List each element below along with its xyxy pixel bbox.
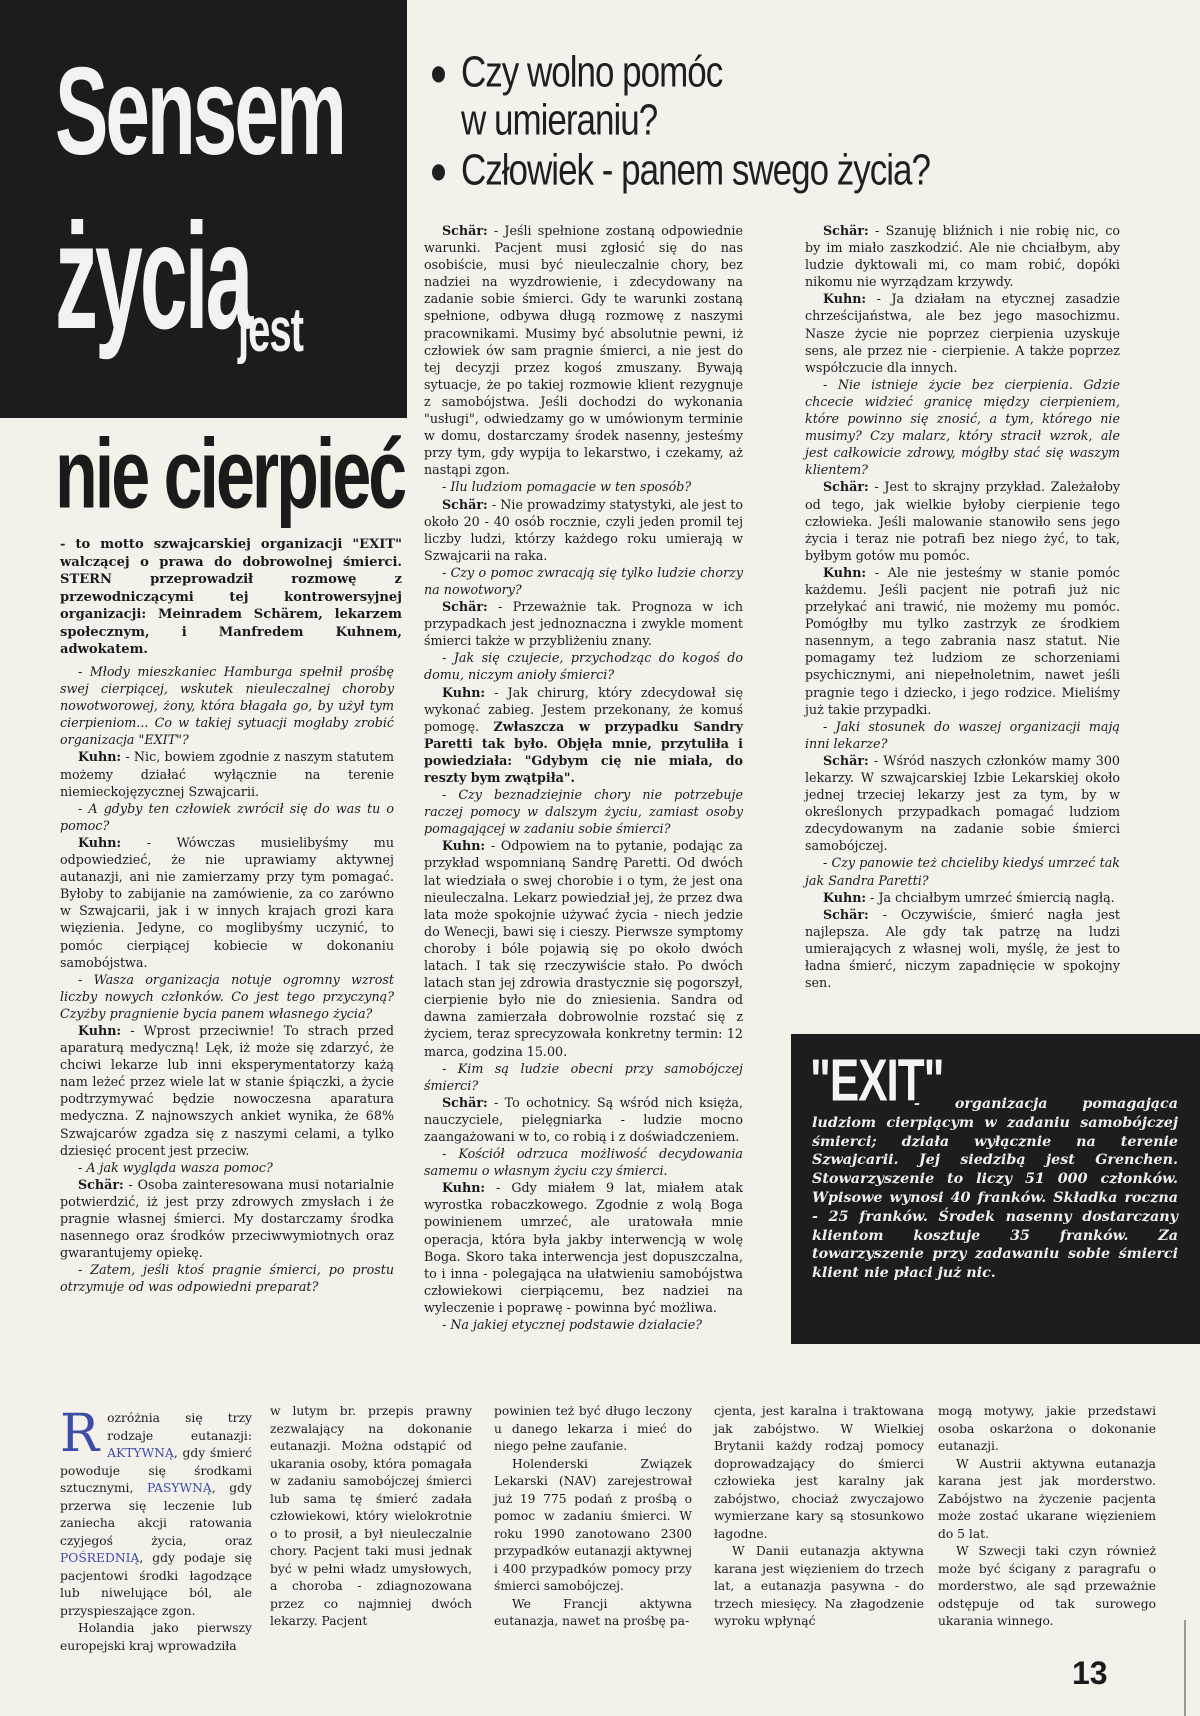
speaker-name: Schär: bbox=[78, 1176, 124, 1192]
speaker-name: Schär: bbox=[823, 223, 869, 238]
bottom-paragraph: cjenta, jest karalna i traktowana jak zabójstwo. W Wielkiej Brytanii każdy rodzaj pomocy doprowadzający do śmierci człowieka jest karalny jak zabójstwo, chociaż zwyczajowo wymierzane kary są stosunkowo łagodne. bbox=[714, 1404, 924, 1541]
interview-answer bbox=[805, 222, 1120, 290]
interview-question: - Czy beznadziejnie chory nie potrzebuje raczej pomocy w dalszym życiu, zamiast osoby pomagającej w zadaniu sobie śmierci? bbox=[424, 787, 743, 837]
page-number: 13 bbox=[1072, 1655, 1108, 1691]
term-active: AKTYWNĄ bbox=[107, 1446, 174, 1460]
bullet-icon bbox=[432, 67, 445, 83]
interview-question: - A jak wygląda wasza pomoc? bbox=[78, 1159, 273, 1175]
answer-text: - Przeważnie tak. Prognoza w ich przypadkach jest jednoznaczna i zwykle moment śmierci także w przybliżeniu znany. bbox=[424, 599, 743, 649]
speaker-name: Schär: bbox=[442, 1094, 488, 1110]
bottom-paragraph: w lutym br. przepis prawny zezwalający na dokonanie eutanazji. Można odstąpić od ukarania osoby, która pomagała w zadaniu samobójczej śmierci lub sama tę śmierć zadała człowiekowi, który wielokrotnie o to prosił, a był nieuleczalnie chory. Pacjent taki musi jednak być w pełni władz umysłowych, a choroba - zdiagnozowana przez co najmniej dwóch lekarzy. Pacjent bbox=[270, 1404, 472, 1628]
answer-text: - Jest to skrajny przykład. Zależałoby od tego, jak wielkie byłoby cierpienie tego człowieka. Jeśli malowanie stanowiło sens jego życia i teraz nie potrafi bez niego żyć, to tak, byłbym gotów mu pomóc. bbox=[805, 479, 1120, 563]
speaker-name: Kuhn: bbox=[442, 1180, 486, 1196]
answer-text: - Nie prowadzimy statystyki, ale jest to około 20 - 40 osób rocznie, czyli jeden promil tej liczby ludzi, którzy każdego roku umierają w Szwajcarii na raka. bbox=[424, 496, 743, 563]
speaker-name: Kuhn: bbox=[442, 838, 486, 854]
term-passive: PASYWNĄ bbox=[146, 1481, 212, 1495]
interview-question: - Wasza organizacja notuje ogromny wzrost liczby nowych członków. Co jest tego przyczyną? Czyżby pragnienie bycia panem własnego życia? bbox=[60, 971, 394, 1021]
interview-answer bbox=[805, 889, 1120, 906]
interview-question: - Nie istnieje życie bez cierpienia. Gdzie chcecie widzieć granicę między cierpieniem, które powinno się znosić, a tym, którego nie musimy? Czy malarz, który stracił wzrok, ale jest całkowicie zdrowy, mógłby stać się waszym klientem? bbox=[805, 376, 1120, 478]
exit-box-text: - organizacja pomagająca ludziom cierpiącym w zadaniu samobójczej śmierci; działa wyłącznie na terenie Szwajcarii. Jej siedzibą jest Grenchen. Stowarzyszenie to liczy 51 000 członków. Wpisowe wynosi 40 franków. Składka roczna - 25 franków. Środek nasenny dostarczany klientom kosztuje 35 franków. Za towarzyszenie przy zadawaniu sobie śmierci klient nie płaci już nic. bbox=[812, 1096, 1178, 1282]
answer-text: - Nic, bowiem zgodnie z naszym statutem możemy działać wyłącznie na terenie niemieckojęzycznej Szwajcarii. bbox=[60, 749, 394, 799]
interview-answer bbox=[60, 1176, 394, 1261]
bottom-paragraph: mogą motywy, jakie przedstawi osoba oskarżona o dokonanie eutanazji. bbox=[938, 1404, 1156, 1453]
interview-answer bbox=[424, 496, 743, 564]
speaker-name: Schär: bbox=[442, 223, 488, 238]
interview-answer bbox=[424, 598, 743, 649]
speaker-name: Schär: bbox=[442, 496, 488, 512]
bottom-column-5 bbox=[938, 1403, 1156, 1631]
interview-question: - Jak się czujecie, przychodząc do kogoś do domu, niczym anioły śmierci? bbox=[424, 650, 743, 683]
interview-answer bbox=[805, 290, 1120, 375]
interview-column-1 bbox=[60, 663, 394, 1295]
interview-answer bbox=[424, 1094, 743, 1145]
interview-answer bbox=[60, 748, 394, 799]
answer-text: - Wprost przeciwnie! To strach przed aparaturą medyczną! Lęk, iż może się zdarzyć, że chciwi lekarze lub inni eksperymentatorzy każą nam leżeć przez wiele lat w stanie śpiączki, a życie podtrzymywać będzie nowoczesna aparatura medyczna. Z najnowszych ankiet wynika, że 68% Szwajcarów zgadza się z naszymi celami, a tylko dziesięć procent jest przeciw. bbox=[60, 1022, 394, 1158]
interview-column-2 bbox=[424, 222, 743, 1333]
speaker-name: Kuhn: bbox=[78, 749, 122, 765]
bottom-paragraph: Holenderski Związek Lekarski (NAV) zarejestrował już 19 775 podań z prośbą o pomoc w zadaniu śmierci. W roku 1990 zanotowano 2300 przypadków eutanazji aktywnej i 400 przypadków pomocy przy śmierci samobójczej. bbox=[494, 1456, 692, 1593]
headline-line-2: życia bbox=[55, 193, 251, 362]
bottom-column-2 bbox=[270, 1403, 472, 1631]
interview-answer bbox=[805, 752, 1120, 855]
bottom-column-3 bbox=[494, 1403, 692, 1631]
speaker-name: Kuhn: bbox=[442, 684, 486, 700]
speaker-name: Schär: bbox=[823, 906, 869, 922]
interview-answer bbox=[424, 684, 743, 787]
lead-paragraph: - to motto szwajcarskiej organizacji "EXIT" walczącej o prawa do dobrowolnej śmierci. STERN przeprowadził rozmowę z przewodniczącymi tej kontrowersyjnej organizacji: Meinradem Schärem, lekarzem społecznym, i Manfredem Kuhnem, adwokatem. bbox=[60, 537, 402, 657]
speaker-name: Kuhn: bbox=[78, 834, 122, 850]
interview-question: - Kim są ludzie obecni przy samobójczej śmierci? bbox=[424, 1060, 743, 1093]
answer-text: - Ale nie jesteśmy w stanie pomóc każdemu. Jeśli pacjent nie potrafi już nic przełykać ani trawić, nie możemy mu pomóc. Pomógłby mu tylko zastrzyk ze środkiem nasennym, a tego zabrania nasz statut. Nie pomagamy też ludziom ze schorzeniami psychicznymi, ani niepełnoletnim, nawet jeśli pragnie tego i dziecko, i jego rodzice. Mieliśmy już takie przypadki. bbox=[805, 564, 1120, 717]
speaker-name: Schär: bbox=[442, 599, 488, 615]
headline-line-3: jest bbox=[238, 296, 303, 366]
answer-text: - Osoba zainteresowana musi notarialnie potwierdzić, iż jest przy zdrowych zmysłach i że pragnie własnej śmierci. My dostarczamy środka nasennego oraz środków przeciwwymiotnych oraz gwarantujemy opiekę. bbox=[60, 1176, 394, 1261]
interview-question: - Zatem, jeśli ktoś pragnie śmierci, po prostu otrzymuje od was odpowiedni preparat? bbox=[60, 1262, 394, 1295]
interview-answer bbox=[805, 478, 1120, 563]
answer-text: - Jeśli spełnione zostaną odpowiednie warunki. Pacjent musi zgłosić się do nas osobiście, musi być nieuleczalnie chory, bez nadziei na wyzdrowienie, i zdecydowany na zadanie sobie śmierci. Gdy te warunki zostaną spełnione, odbywa długą rozmowę z naszymi pracownikami. Musimy być absolutnie pewni, iż człowiek ów sam pragnie śmierci, a nie jest do tej decyzji przez kogoś zmuszany. Bywają sytuacje, że po takiej rozmowie klient rezygnuje z samobójstwa. Jeśli dochodzi do wykonania "usługi", odwiedzamy go w umówionym terminie w domu, dostarczamy środek nasenny, jesteśmy przy tym, gdy wypija to lekarstwo, i czekamy, aż nastąpi zgon. bbox=[424, 223, 743, 478]
bottom-paragraph: W Szwecji taki czyn również może być ścigany z paragrafu o morderstwo, ale sąd przeważnie odstępuje od tak surowego ukarania winnego. bbox=[938, 1544, 1156, 1628]
question-2: Człowiek - panem swego życia? bbox=[432, 148, 930, 192]
bold-quote: Zwłaszcza w przypadku Sandry Paretti tak było. Objęła mnie, przytuliła i powiedziała: "Gdybym cię nie miała, do reszty bym zwątpiła". bbox=[424, 718, 743, 785]
answer-text: - Oczywiście, śmierć nagła jest najlepsza. Ale gdy tak patrzę na ludzi umierających z własnej woli, myślę, że jest to ładna śmierć, niczym zapadnięcie w spokojny sen. bbox=[805, 906, 1120, 991]
interview-answer bbox=[805, 564, 1120, 718]
page-edge-divider bbox=[1184, 1620, 1186, 1716]
interview-question: - Czy o pomoc zwracają się tylko ludzie chorzy na nowotwory? bbox=[424, 564, 743, 597]
interview-question: - Jaki stosunek do waszej organizacji mają inni lekarze? bbox=[805, 718, 1120, 751]
bottom-paragraph: Holandia jako pierwszy europejski kraj wprowadziła bbox=[60, 1621, 252, 1653]
exit-box-title: "EXIT" bbox=[810, 1047, 944, 1115]
interview-answer bbox=[424, 222, 743, 478]
answer-text: - Wówczas musielibyśmy mu odpowiedzieć, że nie uprawiamy aktywnej autanazji, ani nie zamierzamy przy tym pomagać. Byłoby to zabijanie na zamówienie, za co zarówno w Szwajcarii, jak i w innych krajach grozi kara więzienia. Jedyne, co moglibyśmy uczynić, to pomóc cierpiącej kobiecie w dokonaniu samobójstwa. bbox=[60, 834, 394, 970]
interview-answer bbox=[60, 1022, 394, 1159]
bottom-column-1 bbox=[60, 1404, 253, 1655]
answer-text: - To ochotnicy. Są wśród nich księża, nauczyciele, pielęgniarka - ludzie mocno zaangażowani w to, co robią i z doświadczeniem. bbox=[424, 1094, 743, 1144]
bottom-paragraph: W Danii eutanazja aktywna karana jest więzieniem do trzech lat, a eutanazja pasywna - do trzech miesięcy. Na złagodzenie wyroku wpłynąć bbox=[714, 1544, 924, 1628]
interview-question: - Czy panowie też chcieliby kiedyś umrzeć tak jak Sandra Paretti? bbox=[805, 855, 1120, 888]
question-1-continued: w umieraniu? bbox=[461, 95, 658, 145]
question-1: Czy wolno pomóc bbox=[432, 50, 722, 94]
speaker-name: Kuhn: bbox=[823, 889, 867, 905]
bottom-paragraph: Rozróżnia się trzy rodzaje eutanazji: AKTYWNĄ, gdy śmierć powoduje się środkami sztucznymi, PASYWNĄ, gdy przerwa się leczenie lub zaniecha akcji ratowania czyjegoś życia, oraz POŚREDNIĄ, gdy podaje się pacjentowi środki łagodzące lub niwelujące ból, ale przyspieszające zgon. bbox=[60, 1404, 253, 1618]
drop-cap: R bbox=[60, 1404, 100, 1464]
answer-text: - Wśród naszych członków mamy 300 lekarzy. W szwajcarskiej Izbie Lekarskiej około jednej trzeciej lekarzy jest za tym, by w określonych przypadkach pomagać ludziom zdecydowanym na zadanie sobie śmierci samobójczej. bbox=[805, 752, 1120, 854]
speaker-name: Kuhn: bbox=[823, 564, 867, 580]
interview-question: - Młody mieszkaniec Hamburga spełnił prośbę swej cierpiącej, wskutek nieuleczalnej choroby nowotworowej, żony, która błagała go, by użył tym cierpieniom... Co w takiej sytuacji mogłaby zrobić organizacja "EXIT"? bbox=[60, 664, 394, 748]
answer-text: - Odpowiem na to pytanie, podając za przykład wspomnianą Sandrę Paretti. Od dwóch lat wiedziała o swej chorobie i o tym, że jest ona nieuleczalna. Lekarz powiedział jej, że przez dwa lata może spokojnie używać życia - niech jedzie do Wenecji, bawi się i cieszy. Pierwsze symptomy choroby i bóle pojawią się po około dwóch latach. I tak się rzeczywiście stało. Po dwóch latach stan jej zdrowia drastycznie się pogorszył, cierpienie było nie do zniesienia. Sandra od dawna zamierzała dobrowolnie rozstać się z życiem, teraz sprecyzowała konkretny termin: 12 marca, godzina 15.00. bbox=[424, 838, 743, 1059]
interview-question: - Ilu ludziom pomagacie w ten sposób? bbox=[442, 479, 692, 495]
bottom-paragraph: W Austrii aktywna eutanazja karana jest jak morderstwo. Zabójstwo na życzenie pacjenta może zostać ukarane więzieniem do 5 lat. bbox=[938, 1456, 1156, 1541]
answer-text: - Ja chciałbym umrzeć śmiercią nagłą. bbox=[866, 889, 1115, 905]
interview-column-3 bbox=[805, 222, 1120, 991]
interview-question: - A gdyby ten człowiek zwrócił się do was tu o pomoc? bbox=[60, 800, 394, 833]
speaker-name: Schär: bbox=[823, 479, 869, 495]
speaker-name: Schär: bbox=[823, 752, 869, 768]
bullet-icon bbox=[432, 165, 445, 181]
term-indirect: POŚREDNIĄ bbox=[60, 1551, 140, 1565]
interview-question: - Na jakiej etycznej podstawie działacie? bbox=[442, 1317, 703, 1332]
answer-text: - Gdy miałem 9 lat, miałem atak wyrostka robaczkowego. Zgodnie z wolą Boga powinienem umrzeć, ale uratowała mnie operacja, która była jakby interwencją w wolę Boga. Skoro taka interwencja jest dopuszczalna, to i inna - polegająca na ułatwieniu samobójstwa człowiekowi cierpiącemu, bez nadziei na wyleczenie i poprawę - powinna być możliwa. bbox=[424, 1180, 743, 1315]
answer-text: - Jak chirurg, który zdecydował się wykonać zabieg. Jestem przekonany, że komuś pomogę. bbox=[424, 684, 743, 734]
interview-answer bbox=[424, 1179, 743, 1316]
answer-text: - Szanuję bliźnich i nie robię nic, co by im miało zaszkodzić. Ale nie chciałbym, aby ludzie dyktowali mi, co mam robić, dopóki nikomu nie wyrządzam krzywdy. bbox=[805, 223, 1120, 290]
headline-line-1: Sensem bbox=[55, 42, 344, 181]
interview-answer bbox=[424, 837, 743, 1059]
interview-answer bbox=[60, 834, 394, 971]
interview-question: - Kościół odrzuca możliwość decydowania samemu o własnym życiu czy śmierci. bbox=[424, 1146, 743, 1179]
interview-answer bbox=[805, 906, 1120, 991]
bottom-paragraph: We Francji aktywna eutanazja, nawet na prośbę pa- bbox=[494, 1596, 692, 1628]
bottom-column-4 bbox=[714, 1403, 924, 1631]
answer-text: - Ja działam na etycznej zasadzie chrześcijaństwa, ale bez jego masochizmu. Nasze życie nie poprzez cierpienia uzyskuje sens, ale przez nie - cierpienie. A także poprzez współczucie dla innych. bbox=[805, 291, 1120, 375]
headline-line-4: nie cierpieć bbox=[55, 419, 405, 529]
speaker-name: Kuhn: bbox=[823, 291, 867, 307]
speaker-name: Kuhn: bbox=[78, 1022, 122, 1038]
bottom-paragraph: powinien też być długo leczony u danego lekarza i mieć do niego pełne zaufanie. bbox=[494, 1404, 692, 1453]
